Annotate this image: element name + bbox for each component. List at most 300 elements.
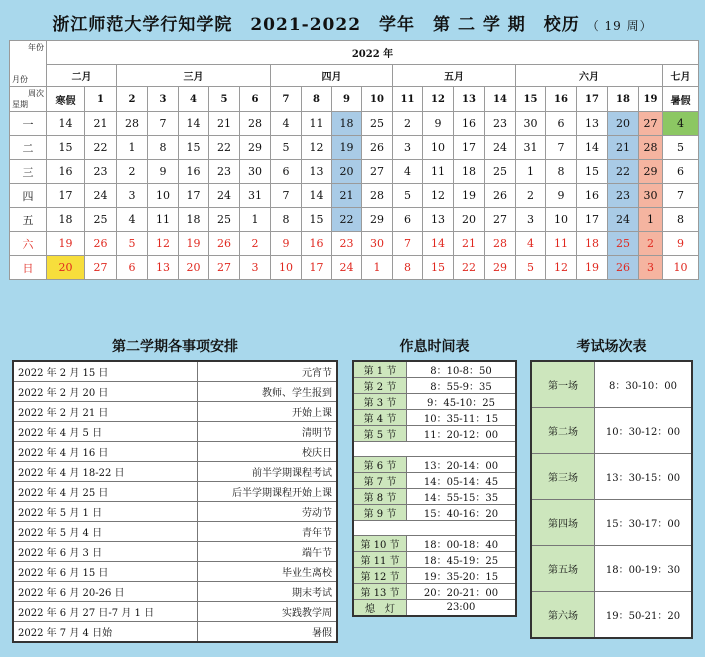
event-row [13, 522, 337, 542]
event-date: 2022 年 2 月 20 日 [13, 382, 198, 402]
exam-time: 8：30-10：00 [595, 361, 693, 408]
day-cell: 24 [608, 208, 639, 232]
period-label: 第 5 节 [353, 426, 407, 442]
day-cell: 16 [302, 232, 332, 256]
event-date: 2022 年 4 月 16 日 [13, 442, 198, 462]
event-row [13, 542, 337, 562]
day-cell: 7 [393, 232, 423, 256]
day-cell: 9 [663, 232, 699, 256]
day-cell: 8 [546, 160, 577, 184]
weekday-label: 三 [10, 160, 47, 184]
day-cell: 31 [516, 136, 546, 160]
month-header: 六月 [516, 65, 663, 87]
event-date: 2022 年 6 月 15 日 [13, 562, 198, 582]
day-cell: 13 [148, 256, 179, 280]
schedule-gap-cell [353, 442, 516, 457]
day-cell: 20 [47, 256, 85, 280]
day-cell: 4 [271, 112, 302, 136]
event-row [13, 382, 337, 402]
week-number: 4 [179, 87, 209, 112]
week-number: 19 [639, 87, 663, 112]
day-cell: 21 [608, 136, 639, 160]
day-cell: 19 [332, 136, 362, 160]
day-cell: 12 [148, 232, 179, 256]
day-cell: 9 [546, 184, 577, 208]
exam-session: 第六场 [531, 592, 595, 639]
day-cell: 28 [117, 112, 148, 136]
schedule-row [353, 394, 516, 410]
day-cell: 9 [271, 232, 302, 256]
period-time: 8：10-8：50 [407, 361, 517, 378]
day-cell: 2 [516, 184, 546, 208]
day-cell: 8 [663, 208, 699, 232]
day-cell: 15 [423, 256, 454, 280]
schedule-row [353, 584, 516, 600]
exam-row [531, 454, 692, 500]
period-label: 第 6 节 [353, 457, 407, 473]
day-cell: 3 [240, 256, 271, 280]
day-cell: 22 [209, 136, 240, 160]
exam-time: 10：30-12：00 [595, 408, 693, 454]
day-cell: 11 [423, 160, 454, 184]
day-cell: 11 [546, 232, 577, 256]
weekday-label: 五 [10, 208, 47, 232]
week-number: 16 [546, 87, 577, 112]
day-cell: 15 [577, 160, 608, 184]
week-number: 5 [209, 87, 240, 112]
exam-row [531, 361, 692, 408]
day-cell: 26 [362, 136, 393, 160]
day-cell: 27 [639, 112, 663, 136]
event-date: 2022 年 5 月 4 日 [13, 522, 198, 542]
corner-week-label: 周次 [28, 89, 44, 98]
day-cell: 23 [485, 112, 516, 136]
day-cell: 18 [577, 232, 608, 256]
weekday-label: 二 [10, 136, 47, 160]
period-label: 第 12 节 [353, 568, 407, 584]
day-cell: 17 [302, 256, 332, 280]
day-cell: 25 [485, 160, 516, 184]
day-cell: 2 [393, 112, 423, 136]
day-cell: 28 [485, 232, 516, 256]
day-cell: 6 [663, 160, 699, 184]
week-number: 2 [117, 87, 148, 112]
event-date: 2022 年 7 月 4 日始 [13, 622, 198, 643]
period-time: 10：35-11：15 [407, 410, 517, 426]
day-cell: 16 [179, 160, 209, 184]
week-number: 14 [485, 87, 516, 112]
event-row [13, 562, 337, 582]
event-name: 期末考试 [198, 582, 337, 602]
event-date: 2022 年 6 月 20-26 日 [13, 582, 198, 602]
day-cell: 24 [485, 136, 516, 160]
day-cell: 7 [663, 184, 699, 208]
day-cell: 2 [117, 160, 148, 184]
day-cell: 16 [577, 184, 608, 208]
day-cell: 27 [85, 256, 117, 280]
day-cell: 30 [516, 112, 546, 136]
day-cell: 21 [85, 112, 117, 136]
day-cell: 29 [240, 136, 271, 160]
day-cell: 17 [47, 184, 85, 208]
month-header: 四月 [271, 65, 393, 87]
event-date: 2022 年 6 月 3 日 [13, 542, 198, 562]
event-name: 校庆日 [198, 442, 337, 462]
event-name: 劳动节 [198, 502, 337, 522]
period-label: 第 4 节 [353, 410, 407, 426]
day-cell: 17 [179, 184, 209, 208]
period-label: 第 1 节 [353, 361, 407, 378]
day-cell: 10 [423, 136, 454, 160]
day-cell: 5 [393, 184, 423, 208]
event-date: 2022 年 4 月 18-22 日 [13, 462, 198, 482]
day-cell: 18 [179, 208, 209, 232]
week-number: 7 [271, 87, 302, 112]
day-cell: 14 [302, 184, 332, 208]
day-cell: 6 [393, 208, 423, 232]
exam-row [531, 500, 692, 546]
exam-session: 第四场 [531, 500, 595, 546]
event-row [13, 422, 337, 442]
day-cell: 4 [117, 208, 148, 232]
event-date: 2022 年 2 月 21 日 [13, 402, 198, 422]
exam-table [530, 360, 693, 639]
day-cell: 18 [454, 160, 485, 184]
day-cell: 20 [608, 112, 639, 136]
week-number: 15 [516, 87, 546, 112]
month-header: 七月 [663, 65, 699, 87]
day-cell: 25 [608, 232, 639, 256]
day-cell: 15 [302, 208, 332, 232]
day-cell: 2 [240, 232, 271, 256]
day-cell: 28 [240, 112, 271, 136]
month-header: 五月 [393, 65, 516, 87]
event-name: 教师、学生报到 [198, 382, 337, 402]
day-cell: 1 [117, 136, 148, 160]
week-number: 1 [85, 87, 117, 112]
period-time: 14：55-15：35 [407, 489, 517, 505]
day-cell: 15 [179, 136, 209, 160]
day-cell: 9 [423, 112, 454, 136]
day-cell: 20 [454, 208, 485, 232]
period-time: 15：40-16：20 [407, 505, 517, 521]
week-number: 18 [608, 87, 639, 112]
day-cell: 18 [332, 112, 362, 136]
exam-row [531, 546, 692, 592]
day-cell: 29 [485, 256, 516, 280]
day-cell: 10 [271, 256, 302, 280]
day-cell: 13 [302, 160, 332, 184]
schedule-row [353, 568, 516, 584]
day-cell: 9 [148, 160, 179, 184]
weekday-label: 六 [10, 232, 47, 256]
event-row [13, 462, 337, 482]
event-date: 2022 年 5 月 1 日 [13, 502, 198, 522]
day-cell: 8 [393, 256, 423, 280]
exam-session: 第五场 [531, 546, 595, 592]
day-cell: 31 [240, 184, 271, 208]
period-label: 第 9 节 [353, 505, 407, 521]
period-label: 第 10 节 [353, 536, 407, 552]
day-cell: 16 [454, 112, 485, 136]
day-cell: 19 [577, 256, 608, 280]
day-cell: 13 [423, 208, 454, 232]
weekday-label: 日 [10, 256, 47, 280]
day-cell: 24 [85, 184, 117, 208]
period-time: 18：00-18：40 [407, 536, 517, 552]
schedule-row [353, 457, 516, 473]
exam-session: 第三场 [531, 454, 595, 500]
week-count: （ 19 周） [586, 19, 653, 33]
day-cell: 3 [117, 184, 148, 208]
day-cell: 23 [608, 184, 639, 208]
year-header: 2022 年 [47, 41, 699, 65]
event-date: 2022 年 2 月 15 日 [13, 361, 198, 382]
exam-session: 第二场 [531, 408, 595, 454]
schedule-row [353, 473, 516, 489]
day-cell: 25 [85, 208, 117, 232]
weekday-label: 一 [10, 112, 47, 136]
day-cell: 5 [271, 136, 302, 160]
day-cell: 4 [663, 112, 699, 136]
exam-session: 第一场 [531, 361, 595, 408]
day-cell: 12 [423, 184, 454, 208]
events-panel-title: 第二学期各事项安排 [112, 339, 238, 355]
day-cell: 24 [209, 184, 240, 208]
corner-month-label: 月份 [12, 75, 28, 84]
day-cell: 28 [639, 136, 663, 160]
day-cell: 19 [47, 232, 85, 256]
event-date: 2022 年 4 月 5 日 [13, 422, 198, 442]
schedule-gap [353, 442, 516, 457]
day-cell: 26 [209, 232, 240, 256]
day-cell: 28 [362, 184, 393, 208]
exam-panel-title: 考试场次表 [576, 339, 647, 355]
day-cell: 23 [85, 160, 117, 184]
day-cell: 3 [516, 208, 546, 232]
event-name: 青年节 [198, 522, 337, 542]
month-header: 二月 [47, 65, 117, 87]
event-row [13, 622, 337, 643]
week-number: 13 [454, 87, 485, 112]
day-cell: 12 [546, 256, 577, 280]
day-cell: 19 [454, 184, 485, 208]
week-number: 3 [148, 87, 179, 112]
event-row [13, 442, 337, 462]
day-cell: 15 [47, 136, 85, 160]
period-time: 19：35-20：15 [407, 568, 517, 584]
period-label: 熄 灯 [353, 600, 407, 617]
event-row [13, 582, 337, 602]
day-cell: 17 [454, 136, 485, 160]
day-cell: 11 [302, 112, 332, 136]
event-row [13, 482, 337, 502]
day-cell: 6 [117, 256, 148, 280]
month-header: 三月 [117, 65, 271, 87]
day-cell: 22 [454, 256, 485, 280]
day-cell: 14 [47, 112, 85, 136]
schedule-row [353, 505, 516, 521]
day-cell: 20 [179, 256, 209, 280]
day-cell: 23 [332, 232, 362, 256]
schedule-row [353, 361, 516, 378]
schedule-row [353, 410, 516, 426]
period-label: 第 11 节 [353, 552, 407, 568]
day-cell: 27 [362, 160, 393, 184]
page-title [0, 10, 705, 35]
event-name: 暑假 [198, 622, 337, 643]
schedule-row [353, 378, 516, 394]
day-cell: 6 [271, 160, 302, 184]
day-cell: 25 [209, 208, 240, 232]
day-cell: 30 [240, 160, 271, 184]
period-label: 第 8 节 [353, 489, 407, 505]
day-cell: 14 [577, 136, 608, 160]
day-cell: 23 [209, 160, 240, 184]
period-label: 第 3 节 [353, 394, 407, 410]
day-cell: 30 [639, 184, 663, 208]
day-cell: 29 [362, 208, 393, 232]
day-cell: 21 [209, 112, 240, 136]
period-time: 13：20-14：00 [407, 457, 517, 473]
period-label: 第 7 节 [353, 473, 407, 489]
period-time: 18：45-19：25 [407, 552, 517, 568]
schedule-row [353, 552, 516, 568]
day-cell: 14 [179, 112, 209, 136]
day-cell: 11 [148, 208, 179, 232]
day-cell: 27 [485, 208, 516, 232]
period-time: 11：20-12：00 [407, 426, 517, 442]
period-label: 第 13 节 [353, 584, 407, 600]
week-number: 寒假 [47, 87, 85, 112]
day-cell: 10 [148, 184, 179, 208]
event-row [13, 602, 337, 622]
day-cell: 3 [639, 256, 663, 280]
week-number: 12 [423, 87, 454, 112]
day-cell: 12 [302, 136, 332, 160]
day-cell: 30 [362, 232, 393, 256]
event-name: 开始上课 [198, 402, 337, 422]
corner-year-label: 年份 [28, 43, 44, 52]
weekday-label: 四 [10, 184, 47, 208]
period-time: 23:00 [407, 600, 517, 617]
event-row [13, 402, 337, 422]
day-cell: 26 [485, 184, 516, 208]
day-cell: 10 [663, 256, 699, 280]
day-cell: 26 [608, 256, 639, 280]
exam-time: 18：00-19：30 [595, 546, 693, 592]
corner-weekday-label: 星期 [12, 100, 28, 109]
day-cell: 22 [608, 160, 639, 184]
corner-year-month [10, 41, 47, 87]
events-table [12, 360, 338, 643]
exam-time: 13：30-15：00 [595, 454, 693, 500]
day-cell: 4 [516, 232, 546, 256]
schedule-table [352, 360, 517, 617]
day-cell: 22 [332, 208, 362, 232]
exam-row [531, 592, 692, 639]
event-name: 前半学期课程考试 [198, 462, 337, 482]
day-cell: 20 [332, 160, 362, 184]
day-cell: 13 [577, 112, 608, 136]
week-number: 10 [362, 87, 393, 112]
event-name: 元宵节 [198, 361, 337, 382]
period-label: 第 2 节 [353, 378, 407, 394]
event-name: 后半学期课程开始上课 [198, 482, 337, 502]
schedule-gap-cell [353, 521, 516, 536]
day-cell: 22 [85, 136, 117, 160]
period-time: 20：20-21：00 [407, 584, 517, 600]
event-date: 2022 年 4 月 25 日 [13, 482, 198, 502]
event-name: 清明节 [198, 422, 337, 442]
day-cell: 7 [271, 184, 302, 208]
week-number: 8 [302, 87, 332, 112]
day-cell: 6 [546, 112, 577, 136]
day-cell: 1 [516, 160, 546, 184]
day-cell: 10 [546, 208, 577, 232]
exam-time: 19：50-21：20 [595, 592, 693, 639]
event-name: 毕业生离校 [198, 562, 337, 582]
period-time: 14：05-14：45 [407, 473, 517, 489]
day-cell: 1 [639, 208, 663, 232]
day-cell: 14 [423, 232, 454, 256]
day-cell: 5 [516, 256, 546, 280]
day-cell: 7 [148, 112, 179, 136]
period-time: 9：45-10：25 [407, 394, 517, 410]
exam-row [531, 408, 692, 454]
event-date: 2022 年 6 月 27 日-7 月 1 日 [13, 602, 198, 622]
day-cell: 8 [271, 208, 302, 232]
day-cell: 21 [454, 232, 485, 256]
schedule-panel-title: 作息时间表 [399, 339, 470, 355]
week-number: 暑假 [663, 87, 699, 112]
day-cell: 1 [240, 208, 271, 232]
day-cell: 19 [179, 232, 209, 256]
day-cell: 5 [663, 136, 699, 160]
day-cell: 7 [546, 136, 577, 160]
day-cell: 18 [47, 208, 85, 232]
day-cell: 4 [393, 160, 423, 184]
week-number: 11 [393, 87, 423, 112]
day-cell: 3 [393, 136, 423, 160]
event-name: 实践教学周 [198, 602, 337, 622]
day-cell: 25 [362, 112, 393, 136]
schedule-row [353, 600, 516, 617]
day-cell: 1 [362, 256, 393, 280]
schedule-row [353, 489, 516, 505]
school-calendar-table [9, 40, 699, 280]
day-cell: 8 [148, 136, 179, 160]
corner-week-weekday [10, 87, 47, 112]
day-cell: 27 [209, 256, 240, 280]
period-time: 8：55-9：35 [407, 378, 517, 394]
event-row [13, 361, 337, 382]
day-cell: 16 [47, 160, 85, 184]
week-number: 17 [577, 87, 608, 112]
event-name: 端午节 [198, 542, 337, 562]
week-number: 9 [332, 87, 362, 112]
exam-time: 15：30-17：00 [595, 500, 693, 546]
day-cell: 26 [85, 232, 117, 256]
day-cell: 5 [117, 232, 148, 256]
schedule-gap [353, 521, 516, 536]
schedule-row [353, 426, 516, 442]
day-cell: 17 [577, 208, 608, 232]
event-row [13, 502, 337, 522]
day-cell: 2 [639, 232, 663, 256]
week-number: 6 [240, 87, 271, 112]
day-cell: 24 [332, 256, 362, 280]
